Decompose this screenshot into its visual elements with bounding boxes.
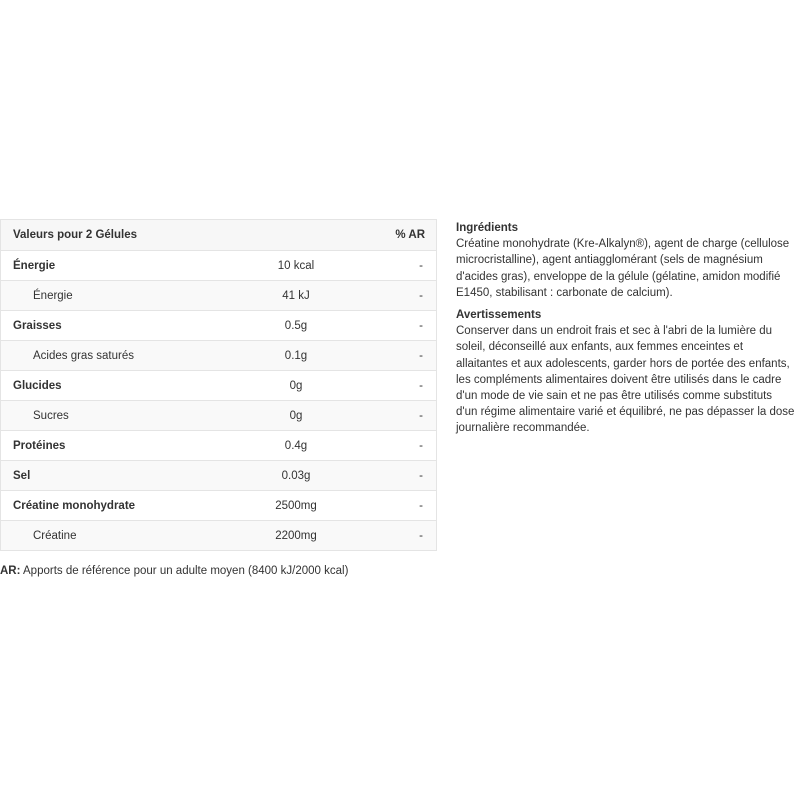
table-row (1, 460, 436, 490)
row-label: Créatine monohydrate (13, 499, 136, 512)
row-value: 0g (289, 379, 303, 392)
row-label: Sucres (33, 409, 69, 422)
row-label: Énergie (33, 289, 73, 302)
row-label: Glucides (13, 379, 62, 392)
ingredients-text: Créatine monohydrate (Kre-Alkalyn®), agent de charge (cellulose microcristalline), agent antiagglomérant (sels de magnésium d'acides gras), enveloppe de la gélule (gélatine, amidon modifié E1450, stabilisant : carbonate de calcium). (456, 238, 790, 299)
row-value: 0.5g (284, 319, 308, 332)
footnote-text: Apports de référence pour un adulte moyen (8400 kJ/2000 kcal) (20, 565, 349, 577)
row-label: Acides gras saturés (33, 349, 134, 362)
table-row (1, 430, 436, 460)
table-row (1, 310, 436, 340)
product-info (456, 220, 796, 443)
table-row (1, 400, 436, 430)
row-value: 0g (289, 409, 303, 422)
row-ar: - (419, 319, 423, 332)
row-value: 2200mg (275, 529, 317, 542)
row-value: 0.4g (284, 439, 308, 452)
ingredients-title: Ingrédients (456, 222, 518, 234)
row-label: Créatine (33, 529, 77, 542)
row-ar: - (419, 439, 423, 452)
nutrition-table (0, 219, 437, 551)
warnings-text: Conserver dans un endroit frais et sec à l'abri de la lumière du soleil, déconseillé aux enfants, aux femmes enceintes et allaitantes et aux adolescents, garder hors de portée des enfants, les compléments alimentaires doivent être utilisés dans le cadre d'un mode de vie sain et ne pas être utilisés comme substituts d'un régime alimentaire varié et équilibré, ne pas dépasser la dose journalière recommandée. (456, 325, 795, 435)
row-ar: - (419, 349, 423, 362)
table-row (1, 340, 436, 370)
row-value: 0.03g (281, 469, 311, 482)
table-row (1, 490, 436, 520)
table-row (1, 520, 436, 550)
row-value: 0.1g (284, 349, 308, 362)
table-row (1, 280, 436, 310)
row-ar: - (419, 499, 423, 512)
row-label: Protéines (13, 439, 66, 452)
row-ar: - (419, 469, 423, 482)
row-label: Sel (13, 469, 31, 482)
row-value: 41 kJ (282, 289, 310, 302)
row-value: 2500mg (275, 499, 317, 512)
nutrition-header-label: Valeurs pour 2 Gélules (13, 229, 137, 241)
row-ar: - (419, 409, 423, 422)
row-ar: - (419, 259, 423, 272)
row-label: Graisses (13, 319, 62, 332)
nutrition-header-ar: % AR (395, 229, 425, 241)
row-ar: - (419, 379, 423, 392)
warnings-title: Avertissements (456, 309, 542, 322)
table-row (1, 370, 436, 400)
ar-footnote (0, 565, 348, 577)
row-ar: - (419, 289, 423, 302)
row-ar: - (419, 529, 423, 542)
row-label: Énergie (13, 259, 56, 272)
table-row (1, 250, 436, 280)
footnote-prefix: AR: (0, 565, 21, 577)
nutrition-header-row (1, 220, 436, 250)
row-value: 10 kcal (277, 259, 315, 272)
